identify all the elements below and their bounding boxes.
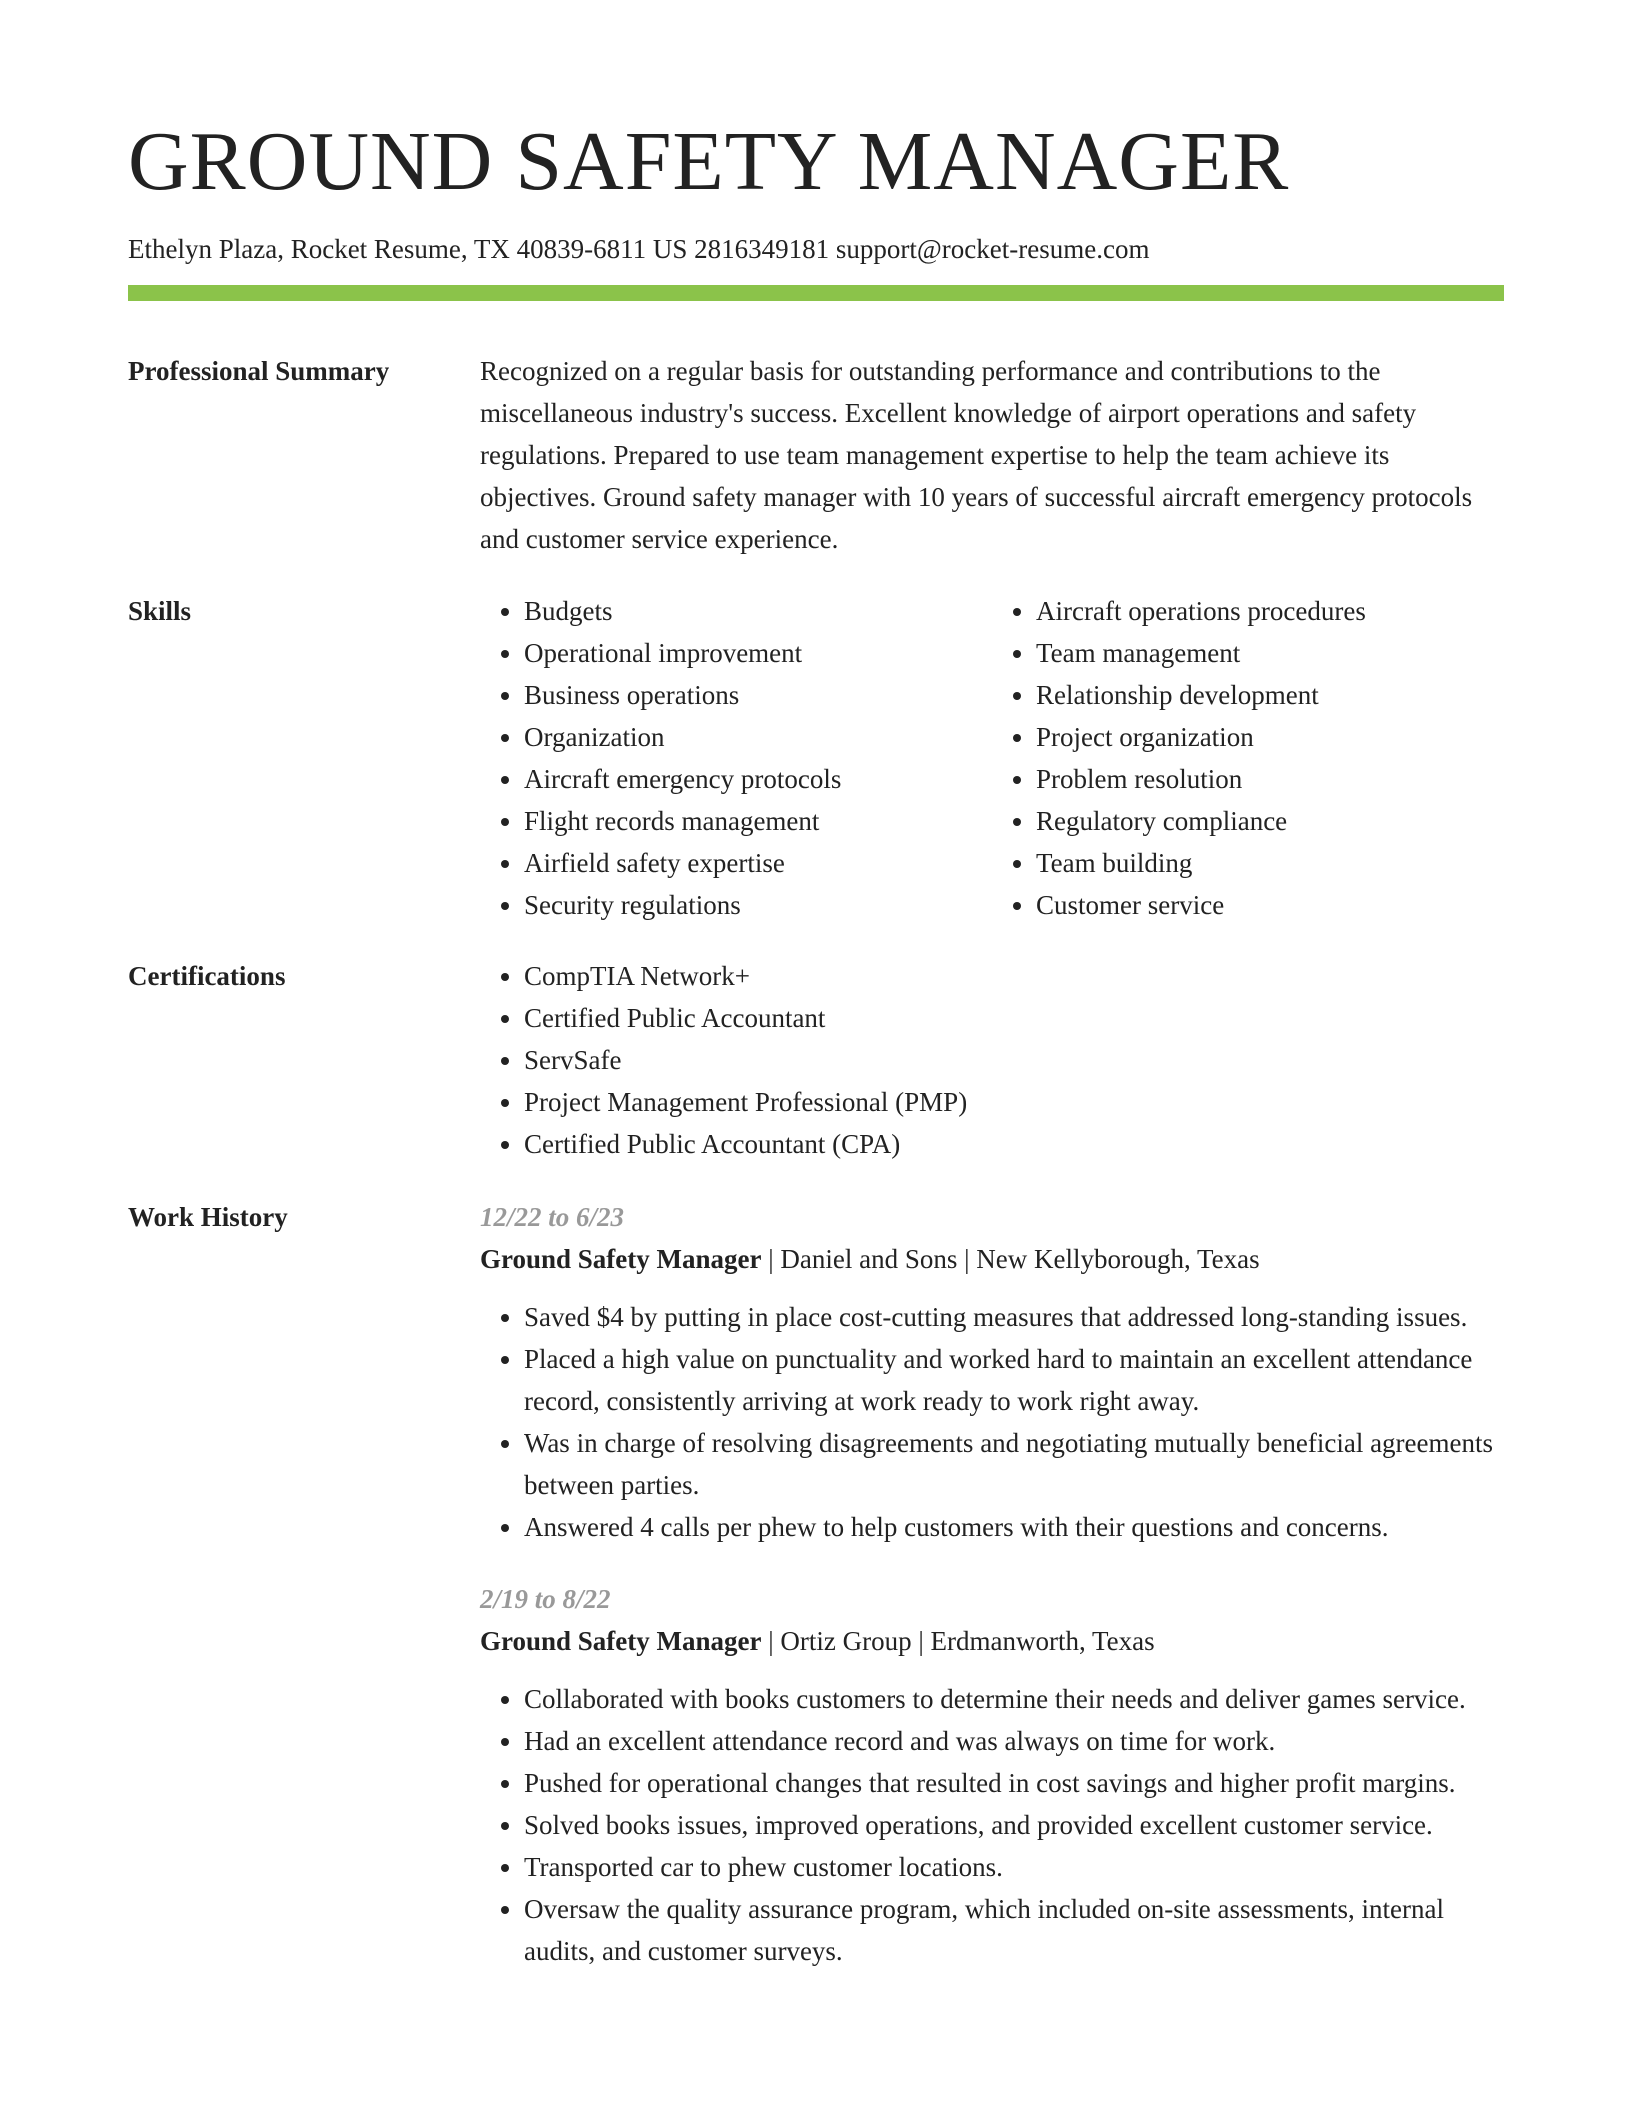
summary-text: Recognized on a regular basis for outstanding performance and contributions to the miscellaneous industry's success. Excellent knowledge of airport operations and safety regulations. Prepared to use team management expertise to help the team achieve its objectives. Ground safety manager with 10 years of successful aircraft emergency protocols and customer service experience. bbox=[480, 356, 1473, 554]
header-divider bbox=[128, 285, 1504, 301]
job-entry bbox=[480, 1578, 1504, 1972]
skills-body bbox=[480, 590, 1504, 926]
skill-item: • Airfield safety expertise bbox=[524, 842, 992, 884]
job-company: Daniel and Sons bbox=[780, 1244, 958, 1274]
skill-item: • Relationship development bbox=[1036, 674, 1504, 716]
contact-phone: 2816349181 bbox=[694, 234, 830, 264]
skill-item: • Aircraft operations procedures bbox=[1036, 590, 1504, 632]
duty-item: • Was in charge of resolving disagreements and negotiating mutually beneficial agreements between parties. bbox=[524, 1422, 1504, 1506]
duty-item: • Had an excellent attendance record and was always on time for work. bbox=[524, 1720, 1504, 1762]
skill-item: • Customer service bbox=[1036, 884, 1504, 926]
skill-item: • Budgets bbox=[524, 590, 992, 632]
job-title: Ground Safety Manager bbox=[480, 1244, 762, 1274]
skill-item: • Regulatory compliance bbox=[1036, 800, 1504, 842]
skill-item: • Aircraft emergency protocols bbox=[524, 758, 992, 800]
certifications-list bbox=[480, 955, 1504, 1165]
job-duties bbox=[480, 1678, 1504, 1972]
separator bbox=[957, 1244, 976, 1274]
duty-item: • Placed a high value on punctuality and worked hard to maintain an excellent attendance record, consistently arriving at work ready to work right away. bbox=[524, 1338, 1504, 1422]
certification-item: • Certified Public Accountant bbox=[524, 997, 1504, 1039]
certification-item: • ServSafe bbox=[524, 1039, 1504, 1081]
skills-list-right bbox=[992, 590, 1504, 926]
duty-item: • Answered 4 calls per phew to help customers with their questions and concerns. bbox=[524, 1506, 1504, 1548]
certification-item: • CompTIA Network+ bbox=[524, 955, 1504, 997]
separator bbox=[762, 1244, 781, 1274]
certifications-body bbox=[480, 955, 1504, 1165]
summary-body bbox=[480, 350, 1504, 560]
work-history-heading: Work History bbox=[128, 1202, 288, 1232]
job-location: Erdmanworth, Texas bbox=[930, 1626, 1155, 1656]
duty-item: • Saved $4 by putting in place cost-cutting measures that addressed long-standing issues. bbox=[524, 1296, 1504, 1338]
job-company: Ortiz Group bbox=[780, 1626, 912, 1656]
duty-item: • Collaborated with books customers to determine their needs and deliver games service. bbox=[524, 1678, 1504, 1720]
duty-item: • Solved books issues, improved operations, and provided excellent customer service. bbox=[524, 1804, 1504, 1846]
contact-line bbox=[128, 233, 1149, 265]
job-dates: 2/19 to 8/22 bbox=[480, 1584, 611, 1614]
duty-item: • Oversaw the quality assurance program, which included on-site assessments, internal audits, and customer surveys. bbox=[524, 1888, 1504, 1972]
separator bbox=[762, 1626, 781, 1656]
separator bbox=[912, 1626, 931, 1656]
duty-item: • Transported car to phew customer locations. bbox=[524, 1846, 1504, 1888]
skill-item: • Project organization bbox=[1036, 716, 1504, 758]
certifications-heading: Certifications bbox=[128, 961, 286, 991]
job-title: Ground Safety Manager bbox=[480, 1626, 762, 1656]
resume-title: GROUND SAFETY MANAGER bbox=[128, 115, 1290, 208]
skills-list-left bbox=[480, 590, 992, 926]
skill-item: • Problem resolution bbox=[1036, 758, 1504, 800]
skill-item: • Operational improvement bbox=[524, 632, 992, 674]
skill-item: • Business operations bbox=[524, 674, 992, 716]
job-header bbox=[480, 1620, 1504, 1662]
job-entry bbox=[480, 1196, 1504, 1548]
job-duties bbox=[480, 1296, 1504, 1548]
skill-item: • Security regulations bbox=[524, 884, 992, 926]
skill-item: • Flight records management bbox=[524, 800, 992, 842]
skill-item: • Organization bbox=[524, 716, 992, 758]
skill-item: • Team management bbox=[1036, 632, 1504, 674]
job-dates: 12/22 to 6/23 bbox=[480, 1202, 625, 1232]
contact-email: support@rocket-resume.com bbox=[835, 234, 1150, 264]
skills-heading: Skills bbox=[128, 596, 192, 626]
duty-item: • Pushed for operational changes that resulted in cost savings and higher profit margins. bbox=[524, 1762, 1504, 1804]
certification-item: • Certified Public Accountant (CPA) bbox=[524, 1123, 1504, 1165]
certification-item: • Project Management Professional (PMP) bbox=[524, 1081, 1504, 1123]
job-header bbox=[480, 1238, 1504, 1280]
skill-item: • Team building bbox=[1036, 842, 1504, 884]
job-location: New Kellyborough, Texas bbox=[976, 1244, 1260, 1274]
contact-address: Ethelyn Plaza, Rocket Resume, TX 40839-6811 US bbox=[128, 234, 688, 264]
work-history-body bbox=[480, 1196, 1504, 2002]
summary-heading: Professional Summary bbox=[128, 356, 390, 386]
